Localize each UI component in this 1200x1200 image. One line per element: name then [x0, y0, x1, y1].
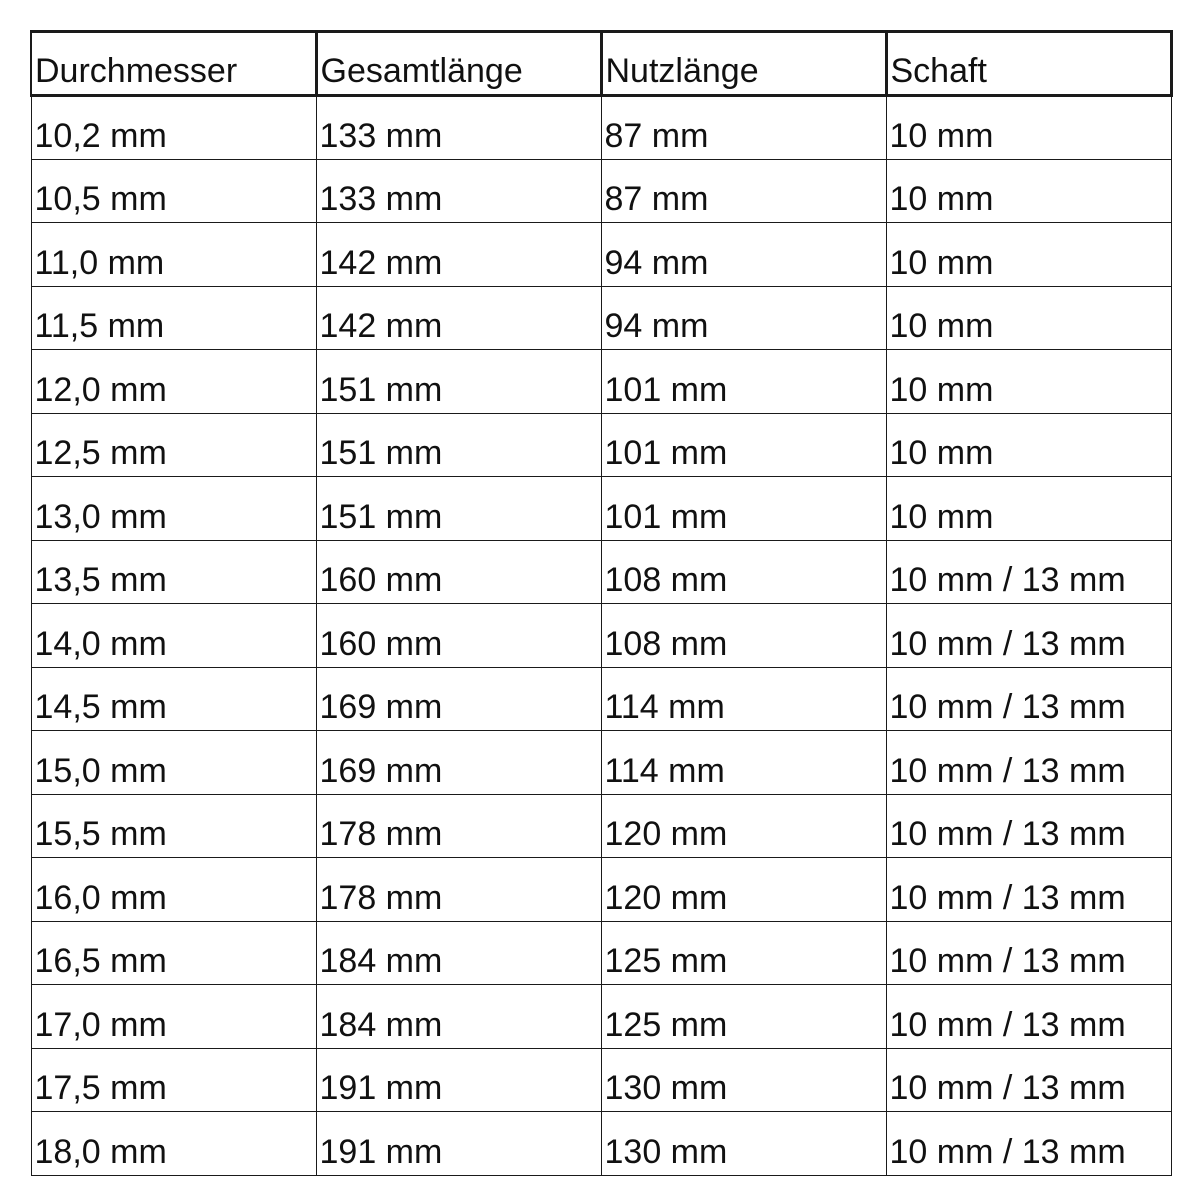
- nutzlaenge-cell: 125 mm: [601, 921, 886, 985]
- table-row: [31, 477, 1171, 541]
- schaft-cell: 10 mm: [886, 413, 1171, 477]
- schaft-cell: 10 mm / 13 mm: [886, 794, 1171, 858]
- column-header-gesamtlaenge: Gesamtlänge: [316, 32, 601, 96]
- column-header-nutzlaenge: Nutzlänge: [601, 32, 886, 96]
- nutzlaenge-cell: 101 mm: [601, 350, 886, 414]
- gesamtlaenge-cell: 151 mm: [316, 413, 601, 477]
- gesamtlaenge-cell: 191 mm: [316, 1048, 601, 1112]
- durchmesser-cell: 14,0 mm: [31, 604, 316, 668]
- gesamtlaenge-cell: 178 mm: [316, 794, 601, 858]
- durchmesser-cell: 14,5 mm: [31, 667, 316, 731]
- spec-table: [30, 30, 1173, 1176]
- table-row: [31, 667, 1171, 731]
- gesamtlaenge-cell: 169 mm: [316, 667, 601, 731]
- nutzlaenge-cell: 114 mm: [601, 667, 886, 731]
- table-row: [31, 413, 1171, 477]
- table-header: [31, 32, 1171, 96]
- table-row: [31, 96, 1171, 160]
- durchmesser-cell: 11,5 mm: [31, 286, 316, 350]
- schaft-cell: 10 mm / 13 mm: [886, 858, 1171, 922]
- schaft-cell: 10 mm / 13 mm: [886, 540, 1171, 604]
- schaft-cell: 10 mm: [886, 350, 1171, 414]
- nutzlaenge-cell: 108 mm: [601, 604, 886, 668]
- nutzlaenge-cell: 120 mm: [601, 858, 886, 922]
- gesamtlaenge-cell: 178 mm: [316, 858, 601, 922]
- schaft-cell: 10 mm / 13 mm: [886, 667, 1171, 731]
- nutzlaenge-cell: 108 mm: [601, 540, 886, 604]
- table-row: [31, 604, 1171, 668]
- gesamtlaenge-cell: 184 mm: [316, 921, 601, 985]
- schaft-cell: 10 mm: [886, 477, 1171, 541]
- durchmesser-cell: 18,0 mm: [31, 1112, 316, 1176]
- header-row: [31, 32, 1171, 96]
- schaft-cell: 10 mm / 13 mm: [886, 921, 1171, 985]
- spec-sheet: [30, 30, 1170, 1170]
- table-row: [31, 286, 1171, 350]
- nutzlaenge-cell: 101 mm: [601, 477, 886, 541]
- nutzlaenge-cell: 130 mm: [601, 1112, 886, 1176]
- durchmesser-cell: 17,0 mm: [31, 985, 316, 1049]
- table-row: [31, 159, 1171, 223]
- gesamtlaenge-cell: 133 mm: [316, 96, 601, 160]
- gesamtlaenge-cell: 142 mm: [316, 223, 601, 287]
- durchmesser-cell: 15,0 mm: [31, 731, 316, 795]
- nutzlaenge-cell: 87 mm: [601, 159, 886, 223]
- gesamtlaenge-cell: 160 mm: [316, 604, 601, 668]
- durchmesser-cell: 13,5 mm: [31, 540, 316, 604]
- durchmesser-cell: 13,0 mm: [31, 477, 316, 541]
- schaft-cell: 10 mm / 13 mm: [886, 985, 1171, 1049]
- schaft-cell: 10 mm / 13 mm: [886, 1048, 1171, 1112]
- table-row: [31, 540, 1171, 604]
- table-row: [31, 794, 1171, 858]
- schaft-cell: 10 mm: [886, 286, 1171, 350]
- gesamtlaenge-cell: 160 mm: [316, 540, 601, 604]
- durchmesser-cell: 10,2 mm: [31, 96, 316, 160]
- table-row: [31, 1112, 1171, 1176]
- nutzlaenge-cell: 94 mm: [601, 286, 886, 350]
- schaft-cell: 10 mm: [886, 223, 1171, 287]
- durchmesser-cell: 12,5 mm: [31, 413, 316, 477]
- schaft-cell: 10 mm: [886, 159, 1171, 223]
- table-row: [31, 350, 1171, 414]
- durchmesser-cell: 12,0 mm: [31, 350, 316, 414]
- table-row: [31, 985, 1171, 1049]
- nutzlaenge-cell: 94 mm: [601, 223, 886, 287]
- column-header-schaft: Schaft: [886, 32, 1171, 96]
- gesamtlaenge-cell: 151 mm: [316, 350, 601, 414]
- gesamtlaenge-cell: 151 mm: [316, 477, 601, 541]
- nutzlaenge-cell: 87 mm: [601, 96, 886, 160]
- durchmesser-cell: 11,0 mm: [31, 223, 316, 287]
- durchmesser-cell: 16,0 mm: [31, 858, 316, 922]
- gesamtlaenge-cell: 184 mm: [316, 985, 601, 1049]
- durchmesser-cell: 17,5 mm: [31, 1048, 316, 1112]
- table-row: [31, 858, 1171, 922]
- nutzlaenge-cell: 130 mm: [601, 1048, 886, 1112]
- table-body: [31, 96, 1171, 1176]
- durchmesser-cell: 15,5 mm: [31, 794, 316, 858]
- durchmesser-cell: 10,5 mm: [31, 159, 316, 223]
- gesamtlaenge-cell: 133 mm: [316, 159, 601, 223]
- table-row: [31, 223, 1171, 287]
- schaft-cell: 10 mm: [886, 96, 1171, 160]
- gesamtlaenge-cell: 142 mm: [316, 286, 601, 350]
- column-header-durchmesser: Durchmesser: [31, 32, 316, 96]
- schaft-cell: 10 mm / 13 mm: [886, 731, 1171, 795]
- nutzlaenge-cell: 120 mm: [601, 794, 886, 858]
- nutzlaenge-cell: 101 mm: [601, 413, 886, 477]
- table-row: [31, 731, 1171, 795]
- nutzlaenge-cell: 114 mm: [601, 731, 886, 795]
- schaft-cell: 10 mm / 13 mm: [886, 1112, 1171, 1176]
- table-row: [31, 921, 1171, 985]
- schaft-cell: 10 mm / 13 mm: [886, 604, 1171, 668]
- nutzlaenge-cell: 125 mm: [601, 985, 886, 1049]
- durchmesser-cell: 16,5 mm: [31, 921, 316, 985]
- gesamtlaenge-cell: 191 mm: [316, 1112, 601, 1176]
- gesamtlaenge-cell: 169 mm: [316, 731, 601, 795]
- table-row: [31, 1048, 1171, 1112]
